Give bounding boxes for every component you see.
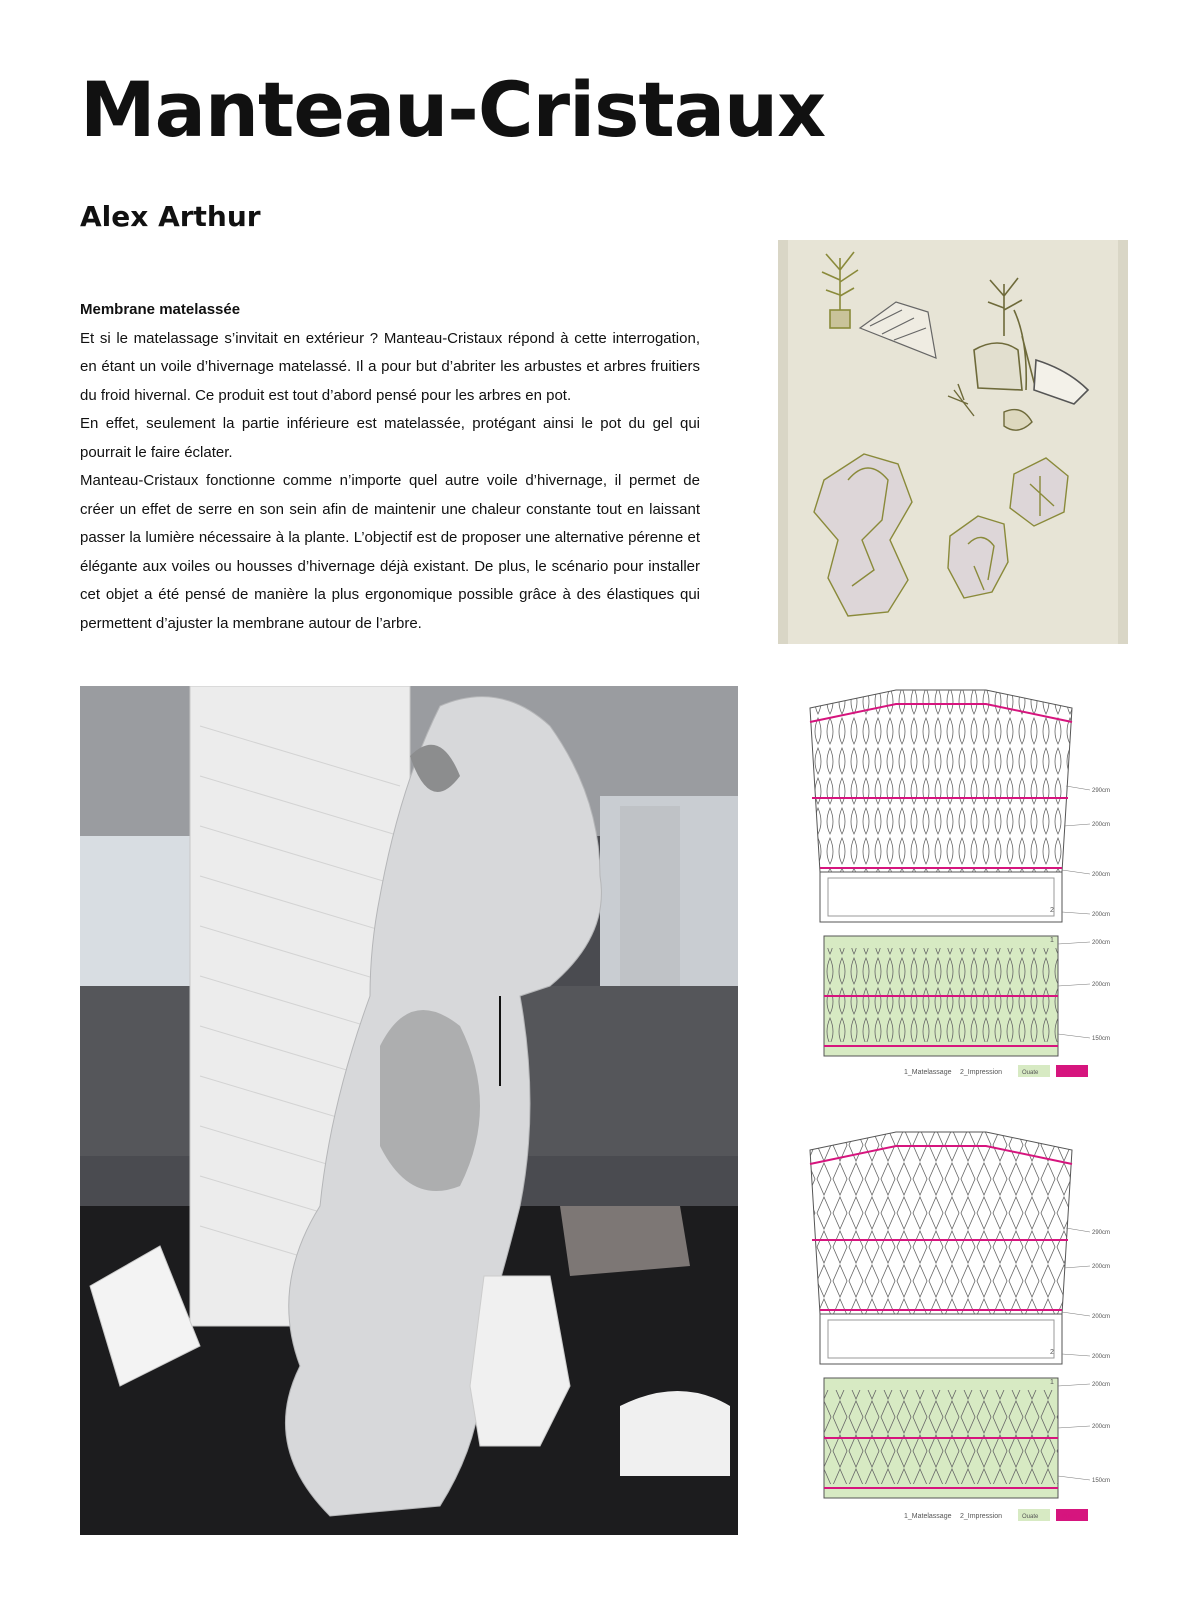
dim-label: 150cm [1092,1036,1111,1042]
dim-label: 200cm [1092,1382,1111,1388]
author-name: Alex Arthur [80,200,261,233]
small-plant-icon [948,384,1032,430]
description-block [80,296,700,638]
dim-label: 200cm [1092,912,1111,918]
section-heading: Membrane matelassée [80,301,241,318]
product-photo [80,686,738,1535]
dim-label: 200cm [1092,822,1111,828]
sketch-drawing [778,240,1128,644]
dim-label: 200cm [1092,1354,1111,1360]
pattern-diagram-bottom-svg [800,1128,1120,1540]
paragraph-function: Manteau-Cristaux fonctionne comme n’importe quel autre voile d’hivernage, il permet de créer un effet de serre en son sein afin de maintenir une chaleur constante tout en laissant passer la lumière nécessaire à la plante. L’objectif est de proposer une alternative pérenne et élégante aux voiles ou housses d’hivernage déjà existant. De plus, le scénario pour installer cet objet a été pensé de manière la plus ergonomique possible grâce à des élastiques qui permettent d’ajuster la membrane autour de l’arbre. [80,472,700,632]
dim-label: 150cm [1092,1478,1111,1484]
photo-scene [80,686,738,1535]
legend-label: Ouate [1022,1070,1039,1076]
dim-label: 290cm [1092,1230,1111,1236]
pattern-diagram-top [800,686,1120,1096]
legend-label: 1_Matelassage [904,1513,952,1520]
dim-label: 200cm [1092,940,1111,946]
legend-label: 1_Matelassage [904,1069,952,1076]
dim-label: 200cm [1092,872,1111,878]
dim-label: 200cm [1092,982,1111,988]
dim-label: 290cm [1092,788,1111,794]
dim-label: 200cm [1092,1424,1111,1430]
page-title: Manteau-Cristaux [80,65,826,154]
cutout-shapes-icon [814,454,1068,616]
pattern-diagram-bottom [800,1128,1120,1540]
figure-with-tree-icon [974,278,1088,404]
potted-plant-icon [822,252,858,328]
pattern-diagram-top-svg [800,686,1120,1096]
legend-label: Ouate [1022,1514,1039,1520]
legend-label: 2_Impression [960,1513,1003,1520]
sketch-illustration [778,240,1128,644]
legend-label: Pince [1062,1514,1078,1520]
paragraph-intro: Et si le matelassage s’invitait en extérieur ? Manteau-Cristaux répond à cette interrogation, en étant un voile d’hivernage matelassé. Il a pour but d’abriter les arbustes et arbres fruitiers du froid hivernal. Ce produit est tout d’abord pensé pour les arbres en pot. [80,329,700,404]
cover-panel-icon [860,302,936,358]
step-label: 2 [1050,907,1054,914]
dim-label: 200cm [1092,1264,1111,1270]
paragraph-detail: En effet, seulement la partie inférieure est matelassée, protégant ainsi le pot du gel qui pourrait le faire éclater. [80,415,700,461]
step-label: 1 [1050,937,1054,944]
dim-label: 200cm [1092,1314,1111,1320]
step-label: 2 [1050,1349,1054,1356]
step-label: 1 [1050,1379,1054,1386]
legend-label: Pince [1062,1070,1078,1076]
legend-label: 2_Impression [960,1069,1003,1076]
